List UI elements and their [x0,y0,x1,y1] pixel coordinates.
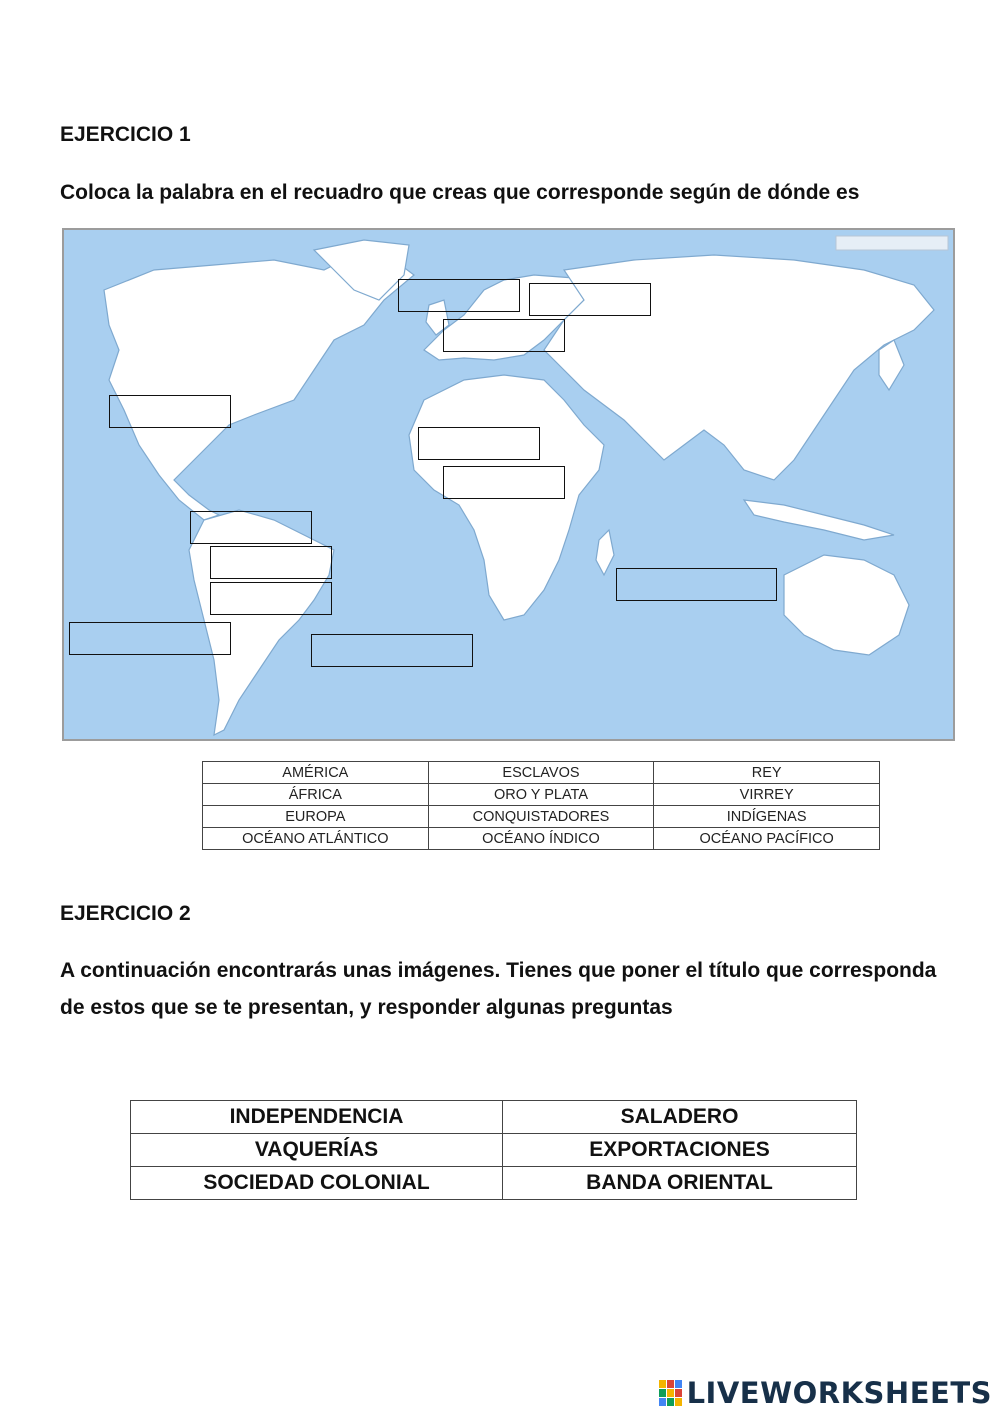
indonesia-shape [744,500,894,540]
liveworksheets-brand [659,1375,992,1411]
exercise2-heading: EJERCICIO 2 [60,902,191,925]
japan-shape [879,340,904,390]
answer-box-2[interactable] [529,283,651,316]
liveworksheets-logo-icon [659,1380,683,1406]
word-cell: SOCIEDAD COLONIAL [131,1167,503,1200]
word-cell: SALADERO [503,1101,857,1134]
word-cell: VIRREY [654,784,880,806]
word-cell: VAQUERÍAS [131,1134,503,1167]
exercise1-word-table [202,761,880,850]
word-cell: INDÍGENAS [654,806,880,828]
table-row [203,784,880,806]
table-row [203,828,880,850]
word-cell: CONQUISTADORES [428,806,654,828]
word-cell: ORO Y PLATA [428,784,654,806]
word-cell: ESCLAVOS [428,762,654,784]
exercise2-word-table [130,1100,857,1200]
answer-box-4[interactable] [109,395,231,428]
word-cell: AMÉRICA [203,762,429,784]
word-cell: REY [654,762,880,784]
answer-box-10[interactable] [616,568,777,601]
exercise1-instruction: Coloca la palabra en el recuadro que creas que corresponde según de dónde es [60,181,860,204]
answer-box-8[interactable] [210,546,332,579]
word-cell: ÁFRICA [203,784,429,806]
answer-box-12[interactable] [311,634,473,667]
map-legend-strip [836,236,948,250]
table-row [203,762,880,784]
table-row [131,1101,857,1134]
exercise2-instruction: A continuación encontrarás unas imágenes. Tienes que poner el título que corresponda de estos que se te presentan, y responder algunas preguntas [60,959,937,1019]
table-row [131,1167,857,1200]
answer-box-5[interactable] [418,427,540,460]
word-cell: EUROPA [203,806,429,828]
australia-shape [784,555,909,655]
madagascar-shape [596,530,614,575]
word-cell: OCÉANO ATLÁNTICO [203,828,429,850]
world-map [62,228,955,741]
word-cell: INDEPENDENCIA [131,1101,503,1134]
answer-box-3[interactable] [443,319,565,352]
answer-box-11[interactable] [69,622,231,655]
answer-box-6[interactable] [443,466,565,499]
answer-box-7[interactable] [190,511,312,544]
answer-box-9[interactable] [210,582,332,615]
word-cell: EXPORTACIONES [503,1134,857,1167]
exercise1-heading: EJERCICIO 1 [60,123,191,146]
liveworksheets-brand-name: LIVEWORKSHEETS [686,1376,992,1410]
word-cell: BANDA ORIENTAL [503,1167,857,1200]
table-row [131,1134,857,1167]
word-cell: OCÉANO ÍNDICO [428,828,654,850]
answer-box-1[interactable] [398,279,520,312]
word-cell: OCÉANO PACÍFICO [654,828,880,850]
table-row [203,806,880,828]
